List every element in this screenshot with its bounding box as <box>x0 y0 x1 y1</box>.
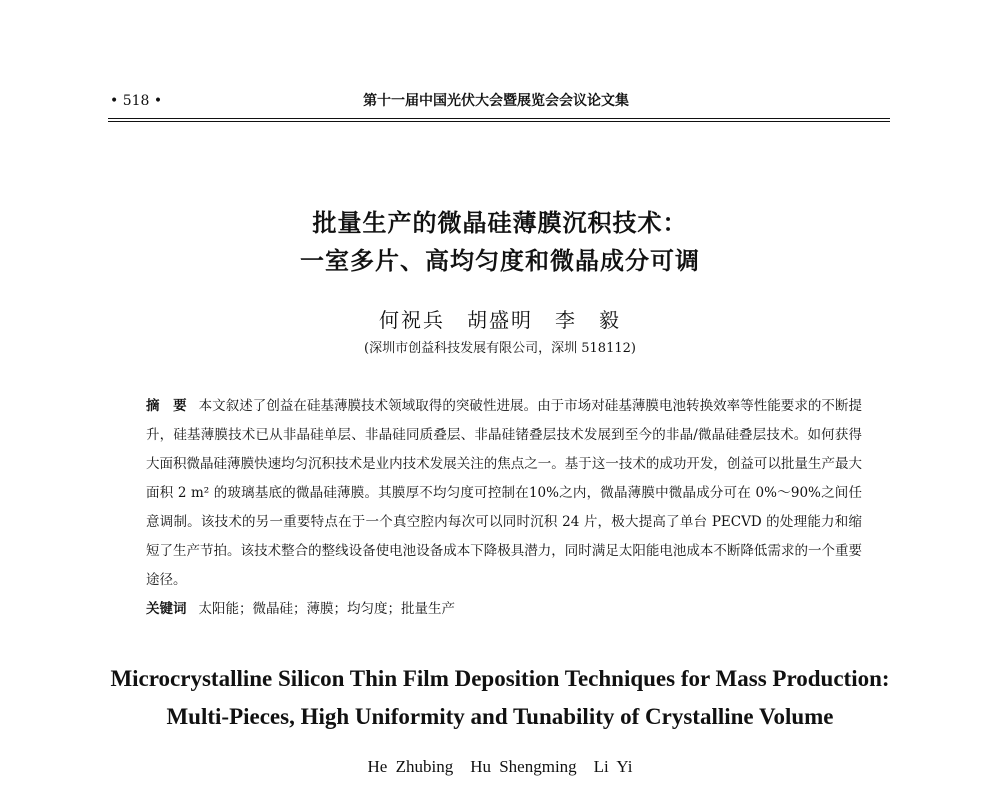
page-header <box>110 90 890 110</box>
title-en-line-1: Microcrystalline Silicon Thin Film Deposition Techniques for Mass Production: <box>110 666 890 691</box>
title-cn-line-1: 批量生产的微晶硅薄膜沉积技术： <box>312 208 688 237</box>
header-rule-thin <box>108 121 890 122</box>
abstract <box>146 392 862 595</box>
keywords <box>146 595 862 624</box>
abstract-text: 本文叙述了创益在硅基薄膜技术领域取得的突破性进展。由于市场对硅基薄膜电池转换效率等性能要求的不断提升，硅基薄膜技术已从非晶硅单层、非晶硅同质叠层、非晶硅锗叠层技术发展到至今的非晶/微晶硅叠层技术。如何获得大面积微晶硅薄膜快速均匀沉积技术是业内技术发展关注的焦点之一。基于这一技术的成功开发，创益可以批量生产最大面积 2 m² 的玻璃基底的微晶硅薄膜。其膜厚不均匀度可控制在10%之内，微晶薄膜中微晶成分可在 0%～90%之间任意调制。该技术的另一重要特点在于一个真空腔内每次可以同时沉积 24 片，极大提高了单台 PECVD 的处理能力和缩短了生产节拍。该技术整合的整线设备使电池设备成本下降极具潜力，同时满足太阳能电池成本不断降低需求的一个重要途径。 <box>146 398 863 588</box>
page-number: • 518 • <box>110 93 163 109</box>
keywords-text: 太阳能；微晶硅；薄膜；均匀度；批量生产 <box>198 601 455 617</box>
keywords-label: 关键词 <box>146 601 187 617</box>
abstract-label: 摘 要 <box>146 398 187 414</box>
authors-cn: 何祝兵 胡盛明 李 毅 <box>379 308 621 332</box>
affiliation-cn: (深圳市创益科技发展有限公司，深圳 518112) <box>364 341 636 356</box>
title-cn-line-2: 一室多片、高均匀度和微晶成分可调 <box>300 246 700 275</box>
title-en-line-2: Multi-Pieces, High Uniformity and Tunability of Crystalline Volume <box>166 704 834 729</box>
header-rule <box>108 118 890 119</box>
running-header: 第十一届中国光伏大会暨展览会会议论文集 <box>363 93 630 109</box>
authors-en: He Zhubing Hu Shengming Li Yi <box>367 757 633 776</box>
